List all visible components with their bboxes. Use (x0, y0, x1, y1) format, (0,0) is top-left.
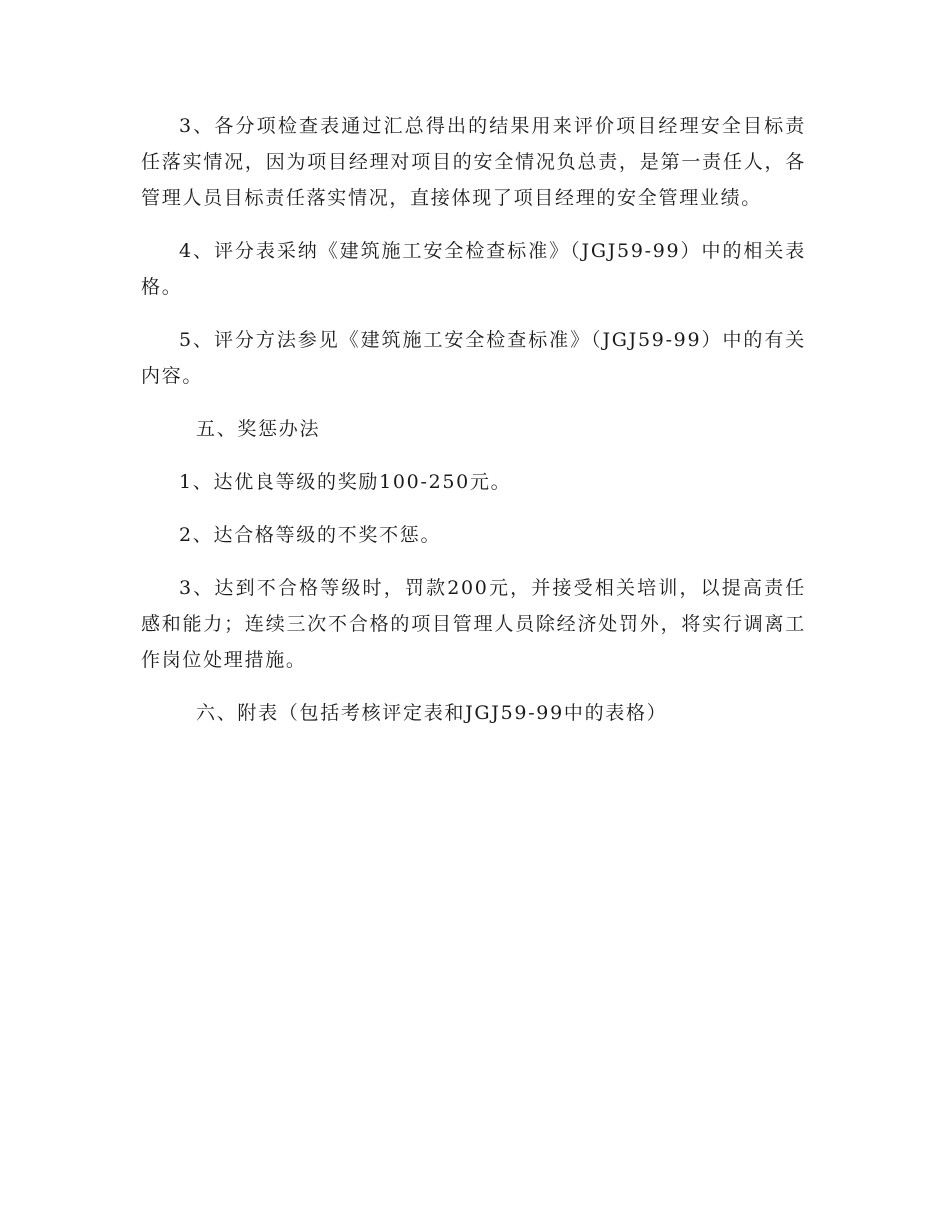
paragraph-reward-qualified: 2、达合格等级的不奖不惩。 (179, 524, 442, 546)
paragraph-penalty-unqualified: 3、达到不合格等级时，罚款200元，并接受相关培训，以提高责任感和能力；连续三次不合格的项目管理人员除经济处罚外，将实行调离工作岗位处理措施。 (141, 577, 806, 671)
section-heading-appendix: 六、附表（包括考核评定表和JGJ59-99中的表格） (196, 702, 668, 724)
paragraph-item-3-evaluation: 3、各分项检查表通过汇总得出的结果用来评价项目经理安全目标责任落实情况，因为项目经理对项目的安全情况负总责，是第一责任人，各管理人员目标责任落实情况，直接体现了项目经理的安全管理业绩。 (141, 115, 806, 209)
document-body (141, 108, 806, 748)
section-heading-rewards-penalties: 五、奖惩办法 (196, 418, 321, 440)
paragraph-item-4-score-table: 4、评分表采纳《建筑施工安全检查标准》（JGJ59-99）中的相关表格。 (141, 240, 806, 298)
paragraph-item-5-score-method: 5、评分方法参见《建筑施工安全检查标准》（JGJ59-99）中的有关内容。 (141, 329, 806, 387)
paragraph-reward-excellent: 1、达优良等级的奖励100-250元。 (179, 471, 512, 493)
